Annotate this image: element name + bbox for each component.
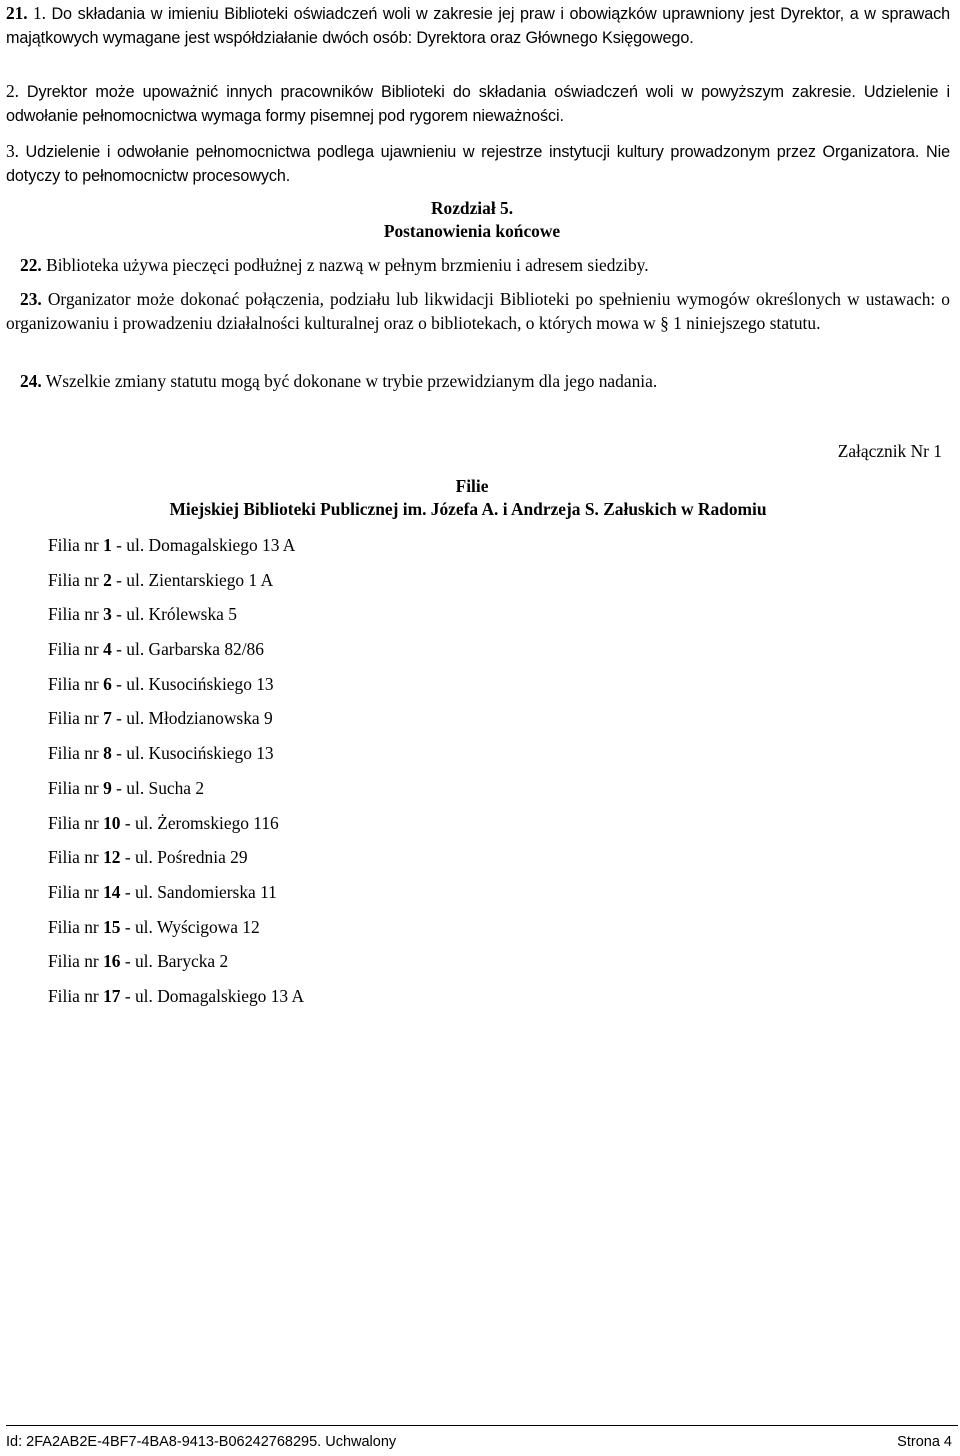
section-21-p2-number: 2. xyxy=(6,81,19,101)
list-item: Filia nr 6 - ul. Kusocińskiego 13 xyxy=(48,673,274,694)
list-item: Filia nr 8 - ul. Kusocińskiego 13 xyxy=(48,743,274,764)
section-22-number: 22. xyxy=(20,255,42,275)
list-item: Filia nr 9 - ul. Sucha 2 xyxy=(48,777,205,798)
section-21-paragraph-2 xyxy=(6,80,950,128)
section-23-text: Organizator może dokonać połączenia, podziału lub likwidacji Biblioteki po spełnieniu wymogów określonych w ustawach: o organizowaniu i prowadzeniu działalności kulturalnej oraz o bibliotekach, o których mowa w xyxy=(6,289,950,333)
section-21-paragraph-1 xyxy=(6,2,950,50)
section-23-text-end: 1 niniejszego statutu. xyxy=(673,312,821,333)
list-item: Filia nr 14 - ul. Sandomierska 11 xyxy=(48,881,277,902)
list-item: Filia nr 16 - ul. Barycka 2 xyxy=(48,951,229,972)
list-item: Filia nr 2 - ul. Zientarskiego 1 A xyxy=(48,569,274,590)
section-24-text: Wszelkie zmiany statutu mogą być dokonane w trybie przewidzianym dla jego nadania. xyxy=(45,371,658,391)
list-item: Filia nr 1 - ul. Domagalskiego 13 A xyxy=(48,535,296,555)
section-21-p1-number: 1. xyxy=(32,3,46,23)
footer-page-number: Strona 4 xyxy=(897,1434,952,1450)
annex-title: Filie xyxy=(455,476,489,496)
list-item: Filia nr 4 - ul. Garbarska 82/86 xyxy=(48,639,264,660)
section-23-number: 23. xyxy=(20,289,42,309)
list-item: Filia nr 10 - ul. Żeromskiego 116 xyxy=(48,812,279,833)
list-item: Filia nr 15 - ul. Wyścigowa 12 xyxy=(48,916,260,937)
list-item: Filia nr 17 - ul. Domagalskiego 13 A xyxy=(48,985,305,1006)
annex-subtitle: Miejskiej Biblioteki Publicznej im. Józefa A. i Andrzeja S. Załuskich w Radomiu xyxy=(169,499,767,519)
section-21-p1-text: Do składania w imieniu Biblioteki oświadczeń woli w zakresie jej praw i obowiązków uprawniony jest Dyrektor, a w sprawach majątkowych wymagane jest współdziałanie dwóch osób: Dyrektora oraz Głównego Księgowego. xyxy=(6,5,950,47)
chapter-label: Rozdział 5. xyxy=(430,198,514,218)
section-21-number: 21. xyxy=(6,3,28,23)
list-item: Filia nr 7 - ul. Młodzianowska 9 xyxy=(48,708,273,729)
section-21-p3-text: Udzielenie i odwołanie pełnomocnictwa podlega ujawnieniu w rejestrze instytucji kultury prowadzonym przez Organizatora. Nie dotyczy to pełnomocnictw procesowych. xyxy=(6,143,950,185)
section-22-text: Biblioteka używa pieczęci podłużnej z nazwą w pełnym brzmieniu i adresem siedziby. xyxy=(46,255,649,275)
section-22 xyxy=(6,254,950,278)
section-24 xyxy=(6,370,950,394)
section-21-p2-text: Dyrektor może upoważnić innych pracowników Biblioteki do składania oświadczeń woli w powyższym zakresie. Udzielenie i odwołanie pełnomocnictwa wymaga formy pisemnej pod rygorem nieważności. xyxy=(6,83,950,125)
section-21-p3-number: 3. xyxy=(6,141,19,161)
footer-divider xyxy=(6,1425,958,1426)
chapter-title: Postanowienia końcowe xyxy=(383,221,561,241)
annex-label: Załącznik Nr 1 xyxy=(837,441,942,461)
section-23 xyxy=(6,288,950,335)
section-24-number: 24. xyxy=(20,371,42,391)
list-item: Filia nr 3 - ul. Królewska 5 xyxy=(48,604,237,625)
section-23-paragraph-sign: § xyxy=(660,312,669,333)
branch-list xyxy=(48,531,304,1017)
section-21-paragraph-3 xyxy=(6,140,950,188)
list-item: Filia nr 12 - ul. Pośrednia 29 xyxy=(48,847,248,868)
footer-document-id: Id: 2FA2AB2E-4BF7-4BA8-9413-B06242768295. Uchwalony xyxy=(6,1434,397,1450)
